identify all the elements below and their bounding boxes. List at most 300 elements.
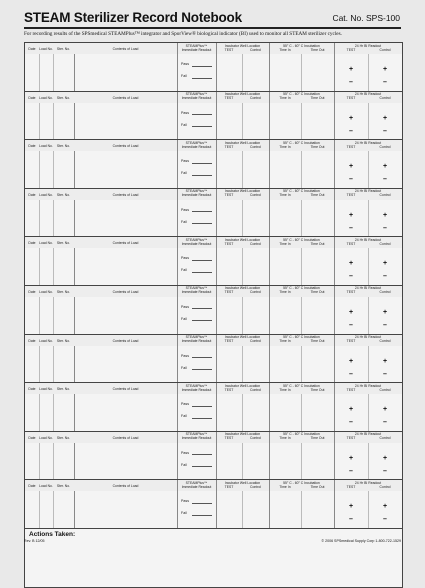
pass-line[interactable] <box>192 260 212 261</box>
time-out-header: Time Out <box>310 193 325 198</box>
steamplus-header: STEAMPlus™ <box>185 140 208 145</box>
readout-test-minus-sign[interactable]: – <box>349 127 353 135</box>
load-number-cell[interactable] <box>39 346 53 383</box>
time-out-cell[interactable] <box>301 443 334 480</box>
incubator-control-header: Control <box>250 144 261 149</box>
date-cell[interactable] <box>25 54 39 91</box>
fail-label: Fail <box>181 74 187 78</box>
time-out-header: Time Out <box>310 436 325 441</box>
time-in-header: Time In <box>279 484 291 489</box>
contents-cell[interactable] <box>74 151 177 188</box>
pass-label: Pass <box>181 499 189 504</box>
time-out-cell[interactable] <box>301 151 334 188</box>
readout-test-minus-sign[interactable]: – <box>349 467 353 475</box>
time-in-cell[interactable] <box>269 248 301 285</box>
incubator-test-cell[interactable] <box>216 491 242 528</box>
steamplus-result-cell[interactable] <box>177 54 216 91</box>
incubation-temp-header: 55° C - 60° C Incubation <box>283 140 320 145</box>
readout-test-plus-sign[interactable]: + <box>349 503 354 511</box>
header-divider <box>216 237 217 248</box>
bi-readout-header: 24 Hr BI Readout <box>354 140 382 145</box>
incubation-temp-header: 55° C - 60° C Incubation <box>283 383 320 388</box>
readout-control-plus-sign[interactable]: + <box>383 357 388 365</box>
readout-test-plus-sign[interactable]: + <box>349 406 354 414</box>
record-row <box>25 480 402 529</box>
contents-cell[interactable] <box>74 394 177 431</box>
time-out-cell[interactable] <box>301 297 334 334</box>
sterilizer-number-header: Ster. No. <box>56 338 71 343</box>
incubator-control-cell[interactable] <box>242 248 269 285</box>
steamplus-header: STEAMPlus™ <box>185 480 208 485</box>
fail-label: Fail <box>181 316 187 321</box>
readout-control-header: Control <box>379 193 391 198</box>
immediate-readout-header: Immediate Readout <box>181 387 212 392</box>
readout-test-header: TEST <box>346 436 356 441</box>
bi-readout-header: 24 Hr BI Readout <box>354 480 382 485</box>
sterilizer-number-cell[interactable] <box>53 297 74 334</box>
incubator-well-header: Incubator Well Location <box>224 432 261 437</box>
incubator-well-header: Incubator Well Location <box>224 92 261 97</box>
readout-test-header: TEST <box>346 290 356 295</box>
sterilizer-number-cell[interactable] <box>53 443 74 480</box>
readout-test-header: TEST <box>346 47 356 52</box>
pass-line[interactable] <box>192 454 212 455</box>
sterilizer-log-table <box>24 42 403 588</box>
readout-test-cell[interactable] <box>334 200 368 237</box>
time-in-header: Time In <box>279 436 291 441</box>
actions-taken-label: Actions Taken: <box>29 530 76 538</box>
readout-control-header: Control <box>379 47 391 52</box>
incubator-test-cell[interactable] <box>216 54 242 91</box>
time-in-header: Time In <box>279 193 291 198</box>
readout-test-minus-sign[interactable]: – <box>349 419 353 427</box>
readout-control-plus-sign[interactable]: + <box>383 406 388 414</box>
header-divider <box>177 286 178 297</box>
incubator-control-cell[interactable] <box>242 200 269 237</box>
contents-header: Contents of Load <box>112 144 139 149</box>
header-divider <box>216 335 217 346</box>
fail-line[interactable] <box>192 418 212 419</box>
actions-taken-section[interactable] <box>25 529 402 587</box>
readout-control-minus-sign[interactable]: – <box>383 321 387 329</box>
title-rule <box>24 27 401 29</box>
readout-control-minus-sign[interactable]: – <box>383 127 387 135</box>
date-header: Date <box>28 241 36 246</box>
pass-line[interactable] <box>192 114 212 115</box>
contents-cell[interactable] <box>74 248 177 285</box>
readout-test-cell[interactable] <box>334 297 368 334</box>
readout-control-cell[interactable] <box>368 394 402 431</box>
steamplus-header: STEAMPlus™ <box>185 286 208 291</box>
incubator-well-header: Incubator Well Location <box>224 480 261 485</box>
fail-line[interactable] <box>192 223 212 224</box>
incubator-test-cell[interactable] <box>216 151 242 188</box>
steamplus-result-cell[interactable] <box>177 297 216 334</box>
steamplus-header: STEAMPlus™ <box>185 383 208 388</box>
record-row <box>25 43 402 92</box>
incubator-control-header: Control <box>250 47 261 52</box>
incubator-test-cell[interactable] <box>216 394 242 431</box>
time-in-cell[interactable] <box>269 200 301 237</box>
readout-test-plus-sign[interactable]: + <box>349 454 354 462</box>
readout-test-cell[interactable] <box>334 346 368 383</box>
incubator-test-header: TEST <box>224 144 234 149</box>
time-in-cell[interactable] <box>269 443 301 480</box>
time-in-cell[interactable] <box>269 54 301 91</box>
readout-control-header: Control <box>379 144 391 149</box>
readout-control-plus-sign[interactable]: + <box>383 66 388 73</box>
contents-cell[interactable] <box>74 54 177 91</box>
contents-header: Contents of Load <box>112 47 139 51</box>
readout-control-cell[interactable] <box>368 297 402 334</box>
pass-line[interactable] <box>192 357 212 358</box>
readout-test-plus-sign[interactable]: + <box>349 357 354 365</box>
header-divider <box>216 383 217 394</box>
readout-control-cell[interactable] <box>368 151 402 188</box>
time-in-cell[interactable] <box>269 297 301 334</box>
incubator-control-cell[interactable] <box>242 297 269 334</box>
time-out-header: Time Out <box>310 241 325 246</box>
immediate-readout-header: Immediate Readout <box>181 47 212 52</box>
contents-header: Contents of Load <box>112 289 139 294</box>
sterilizer-number-header: Ster. No. <box>56 435 71 440</box>
header-divider <box>216 480 217 491</box>
incubator-test-cell[interactable] <box>216 297 242 334</box>
incubator-control-header: Control <box>250 484 261 489</box>
fail-line[interactable] <box>192 78 212 79</box>
readout-control-cell[interactable] <box>368 248 402 285</box>
incubator-control-cell[interactable] <box>242 394 269 431</box>
readout-test-plus-sign[interactable]: + <box>349 211 354 219</box>
time-in-cell[interactable] <box>269 394 301 431</box>
bi-readout-header: 24 Hr BI Readout <box>354 335 382 340</box>
incubator-well-header: Incubator Well Location <box>224 43 261 48</box>
fail-line[interactable] <box>192 369 212 370</box>
fail-line[interactable] <box>192 320 212 321</box>
readout-control-minus-sign[interactable]: – <box>383 516 387 524</box>
date-cell[interactable] <box>25 491 39 528</box>
header-divider <box>334 480 335 491</box>
pass-line[interactable] <box>192 66 212 67</box>
date-cell[interactable] <box>25 297 39 334</box>
readout-test-minus-sign[interactable]: – <box>349 224 353 232</box>
readout-control-minus-sign[interactable]: – <box>383 273 387 281</box>
header-divider <box>269 92 270 103</box>
record-row <box>25 237 402 286</box>
incubator-test-header: TEST <box>224 290 234 295</box>
record-row <box>25 432 402 481</box>
time-out-cell[interactable] <box>301 491 334 528</box>
pass-label: Pass <box>181 402 189 407</box>
sterilizer-number-cell[interactable] <box>53 346 74 383</box>
time-out-header: Time Out <box>310 290 325 295</box>
date-cell[interactable] <box>25 151 39 188</box>
readout-test-minus-sign[interactable]: – <box>349 321 353 329</box>
bi-readout-header: 24 Hr BI Readout <box>354 237 382 242</box>
incubator-control-header: Control <box>250 387 261 392</box>
header-divider <box>177 43 178 54</box>
fail-label: Fail <box>181 219 187 224</box>
sterilizer-number-cell[interactable] <box>53 394 74 431</box>
time-out-cell[interactable] <box>301 54 334 91</box>
sterilizer-number-header: Ster. No. <box>56 289 71 294</box>
time-out-cell[interactable] <box>301 346 334 383</box>
pass-line[interactable] <box>192 503 212 504</box>
sterilizer-number-cell[interactable] <box>53 491 74 528</box>
readout-control-minus-sign[interactable]: – <box>383 419 387 427</box>
incubator-test-cell[interactable] <box>216 103 242 140</box>
pass-label: Pass <box>181 353 189 358</box>
load-number-cell[interactable] <box>39 200 53 237</box>
readout-control-plus-sign[interactable]: + <box>383 163 388 171</box>
readout-control-plus-sign[interactable]: + <box>383 308 388 316</box>
readout-control-minus-sign[interactable]: – <box>383 224 387 232</box>
pass-label: Pass <box>181 256 189 261</box>
time-out-cell[interactable] <box>301 394 334 431</box>
fail-label: Fail <box>181 365 187 370</box>
sterilizer-number-header: Ster. No. <box>56 95 71 100</box>
readout-test-cell[interactable] <box>334 491 368 528</box>
incubator-control-cell[interactable] <box>242 443 269 480</box>
header-divider <box>334 237 335 248</box>
header-divider <box>216 140 217 151</box>
record-body <box>25 151 402 188</box>
pass-label: Pass <box>181 110 189 115</box>
sterilizer-number-cell[interactable] <box>53 151 74 188</box>
readout-control-minus-sign[interactable]: – <box>383 176 387 184</box>
time-in-header: Time In <box>279 144 291 149</box>
date-header: Date <box>28 484 36 489</box>
incubator-control-header: Control <box>250 436 261 441</box>
time-in-header: Time In <box>279 290 291 295</box>
readout-control-plus-sign[interactable]: + <box>383 211 388 219</box>
incubation-temp-header: 55° C - 60° C Incubation <box>283 43 320 48</box>
fail-line[interactable] <box>192 466 212 467</box>
readout-control-plus-sign[interactable]: + <box>383 454 388 462</box>
readout-test-cell[interactable] <box>334 443 368 480</box>
readout-control-cell[interactable] <box>368 491 402 528</box>
incubator-control-header: Control <box>250 339 261 344</box>
contents-cell[interactable] <box>74 346 177 383</box>
pass-label: Pass <box>181 159 189 164</box>
readout-test-minus-sign[interactable]: – <box>349 273 353 281</box>
readout-test-cell[interactable] <box>334 103 368 140</box>
time-out-cell[interactable] <box>301 103 334 140</box>
sterilizer-number-cell[interactable] <box>53 248 74 285</box>
readout-test-plus-sign[interactable]: + <box>349 66 354 73</box>
readout-control-plus-sign[interactable]: + <box>383 260 388 268</box>
incubation-temp-header: 55° C - 60° C Incubation <box>283 189 320 194</box>
pass-line[interactable] <box>192 163 212 164</box>
time-in-cell[interactable] <box>269 346 301 383</box>
time-out-header: Time Out <box>310 96 325 101</box>
readout-test-minus-sign[interactable]: – <box>349 176 353 184</box>
date-cell[interactable] <box>25 443 39 480</box>
header-divider <box>216 286 217 297</box>
sterilizer-number-header: Ster. No. <box>56 192 71 197</box>
header-divider <box>177 92 178 103</box>
steamplus-result-cell[interactable] <box>177 103 216 140</box>
readout-test-minus-sign[interactable]: – <box>349 79 353 86</box>
incubator-control-cell[interactable] <box>242 151 269 188</box>
date-cell[interactable] <box>25 248 39 285</box>
record-body <box>25 346 402 383</box>
readout-test-cell[interactable] <box>334 54 368 91</box>
readout-control-header: Control <box>379 436 391 441</box>
readout-control-cell[interactable] <box>368 346 402 383</box>
readout-control-cell[interactable] <box>368 443 402 480</box>
catalog-number: Cat. No. SPS-100 <box>332 13 400 23</box>
readout-control-header: Control <box>379 339 391 344</box>
load-number-cell[interactable] <box>39 443 53 480</box>
sterilizer-number-cell[interactable] <box>53 200 74 237</box>
record-row <box>25 140 402 189</box>
fail-line[interactable] <box>192 126 212 127</box>
incubator-test-cell[interactable] <box>216 200 242 237</box>
readout-control-cell[interactable] <box>368 103 402 140</box>
time-out-cell[interactable] <box>301 248 334 285</box>
load-number-cell[interactable] <box>39 394 53 431</box>
readout-test-minus-sign[interactable]: – <box>349 516 353 524</box>
incubator-well-header: Incubator Well Location <box>224 189 261 194</box>
contents-cell[interactable] <box>74 297 177 334</box>
contents-cell[interactable] <box>74 443 177 480</box>
contents-cell[interactable] <box>74 491 177 528</box>
load-number-cell[interactable] <box>39 248 53 285</box>
date-cell[interactable] <box>25 394 39 431</box>
incubator-test-header: TEST <box>224 387 234 392</box>
pass-label: Pass <box>181 304 189 309</box>
date-cell[interactable] <box>25 346 39 383</box>
sterilizer-number-header: Ster. No. <box>56 484 71 489</box>
steamplus-result-cell[interactable] <box>177 394 216 431</box>
pass-line[interactable] <box>192 406 212 407</box>
readout-control-header: Control <box>379 241 391 246</box>
bi-readout-header: 24 Hr BI Readout <box>354 92 382 97</box>
pass-line[interactable] <box>192 308 212 309</box>
incubator-test-cell[interactable] <box>216 443 242 480</box>
contents-header: Contents of Load <box>112 338 139 343</box>
readout-test-plus-sign[interactable]: + <box>349 114 354 122</box>
date-cell[interactable] <box>25 103 39 140</box>
page-title: STEAM Sterilizer Record Notebook <box>24 10 242 25</box>
header-divider <box>334 189 335 200</box>
incubator-control-header: Control <box>250 193 261 198</box>
record-body <box>25 248 402 285</box>
steamplus-result-cell[interactable] <box>177 248 216 285</box>
readout-test-plus-sign[interactable]: + <box>349 163 354 171</box>
contents-cell[interactable] <box>74 103 177 140</box>
readout-test-plus-sign[interactable]: + <box>349 308 354 316</box>
time-in-cell[interactable] <box>269 151 301 188</box>
load-number-header: Load No. <box>39 241 53 246</box>
contents-header: Contents of Load <box>112 95 139 100</box>
readout-control-cell[interactable] <box>368 54 402 91</box>
load-number-cell[interactable] <box>39 491 53 528</box>
header-divider <box>334 43 335 54</box>
sterilizer-number-cell[interactable] <box>53 103 74 140</box>
header-divider <box>216 43 217 54</box>
readout-control-minus-sign[interactable]: – <box>383 370 387 378</box>
readout-test-minus-sign[interactable]: – <box>349 370 353 378</box>
sterilizer-number-cell[interactable] <box>53 54 74 91</box>
incubation-temp-header: 55° C - 60° C Incubation <box>283 335 320 340</box>
time-in-header: Time In <box>279 387 291 392</box>
load-number-cell[interactable] <box>39 54 53 91</box>
contents-header: Contents of Load <box>112 241 139 246</box>
time-out-cell[interactable] <box>301 200 334 237</box>
load-number-cell[interactable] <box>39 103 53 140</box>
date-header: Date <box>28 289 36 294</box>
contents-cell[interactable] <box>74 200 177 237</box>
incubation-temp-header: 55° C - 60° C Incubation <box>283 480 320 485</box>
fail-line[interactable] <box>192 175 212 176</box>
incubator-test-cell[interactable] <box>216 248 242 285</box>
date-cell[interactable] <box>25 200 39 237</box>
record-body <box>25 54 402 91</box>
fail-line[interactable] <box>192 515 212 516</box>
incubator-test-header: TEST <box>224 241 234 246</box>
readout-control-cell[interactable] <box>368 200 402 237</box>
readout-test-header: TEST <box>346 241 356 246</box>
time-in-cell[interactable] <box>269 103 301 140</box>
steamplus-result-cell[interactable] <box>177 151 216 188</box>
header-divider <box>269 237 270 248</box>
readout-test-cell[interactable] <box>334 394 368 431</box>
date-header: Date <box>28 95 36 100</box>
steamplus-header: STEAMPlus™ <box>185 432 208 437</box>
incubator-test-cell[interactable] <box>216 346 242 383</box>
steamplus-result-cell[interactable] <box>177 200 216 237</box>
date-header: Date <box>28 192 36 197</box>
record-body <box>25 443 402 480</box>
header-divider <box>269 286 270 297</box>
bi-readout-header: 24 Hr BI Readout <box>354 189 382 194</box>
bi-readout-header: 24 Hr BI Readout <box>354 286 382 291</box>
incubator-test-header: TEST <box>224 484 234 489</box>
load-number-cell[interactable] <box>39 151 53 188</box>
incubator-control-cell[interactable] <box>242 54 269 91</box>
load-number-cell[interactable] <box>39 297 53 334</box>
steamplus-result-cell[interactable] <box>177 443 216 480</box>
steamplus-result-cell[interactable] <box>177 491 216 528</box>
steamplus-result-cell[interactable] <box>177 346 216 383</box>
incubator-control-cell[interactable] <box>242 491 269 528</box>
immediate-readout-header: Immediate Readout <box>181 484 212 489</box>
pass-line[interactable] <box>192 211 212 212</box>
fail-label: Fail <box>181 462 187 467</box>
header-divider <box>177 237 178 248</box>
readout-control-plus-sign[interactable]: + <box>383 114 388 122</box>
fail-line[interactable] <box>192 272 212 273</box>
readout-control-minus-sign[interactable]: – <box>383 79 387 86</box>
readout-control-plus-sign[interactable]: + <box>383 503 388 511</box>
time-in-cell[interactable] <box>269 491 301 528</box>
readout-control-minus-sign[interactable]: – <box>383 467 387 475</box>
incubator-well-header: Incubator Well Location <box>224 286 261 291</box>
load-number-header: Load No. <box>39 47 53 51</box>
header-divider <box>216 432 217 443</box>
date-header: Date <box>28 47 36 51</box>
readout-test-plus-sign[interactable]: + <box>349 260 354 268</box>
incubator-control-cell[interactable] <box>242 103 269 140</box>
incubation-temp-header: 55° C - 60° C Incubation <box>283 286 320 291</box>
record-body <box>25 491 402 528</box>
readout-test-cell[interactable] <box>334 151 368 188</box>
time-in-header: Time In <box>279 339 291 344</box>
readout-test-cell[interactable] <box>334 248 368 285</box>
incubator-control-cell[interactable] <box>242 346 269 383</box>
